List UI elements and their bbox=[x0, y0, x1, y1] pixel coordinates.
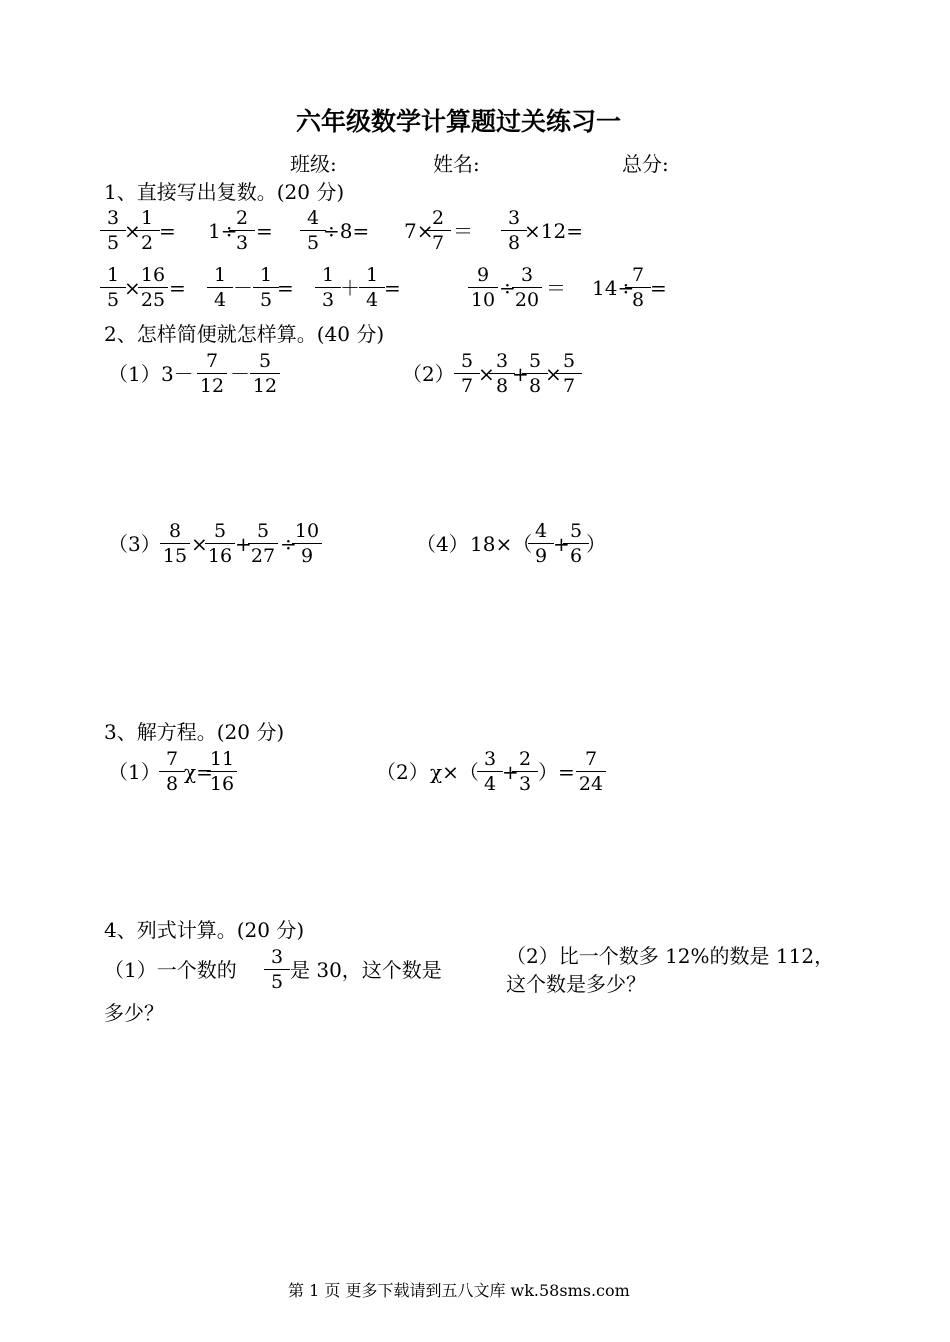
equals: = bbox=[159, 219, 176, 243]
word-problem-text: 这个数是多少？ bbox=[506, 972, 646, 996]
fraction: $\frac{7}{24}$ bbox=[576, 747, 606, 796]
equals: ＝ bbox=[546, 276, 566, 300]
operator: + bbox=[502, 760, 519, 784]
fraction: $\frac{7}{12}$ bbox=[197, 349, 227, 398]
equation-mid: ）= bbox=[538, 760, 575, 784]
operator: × bbox=[124, 219, 141, 243]
fraction: $\frac{1}{3}$ bbox=[315, 263, 341, 312]
word-problem-text: （1）一个数的 bbox=[104, 958, 237, 982]
equals: ＝ bbox=[453, 219, 473, 243]
operator: × bbox=[545, 362, 562, 386]
question-label: （2） bbox=[376, 760, 429, 784]
question-label: （2） bbox=[402, 362, 455, 386]
page-title: 六年级数学计算题过关练习一 bbox=[296, 107, 622, 136]
word-problem-text: 是 30，这个数是 bbox=[290, 958, 442, 982]
operator: ＋ bbox=[340, 276, 360, 300]
section2-heading: 2、怎样简便就怎样算。(40 分) bbox=[104, 322, 385, 346]
equals: = bbox=[256, 219, 273, 243]
equation-mid: χ= bbox=[184, 760, 213, 784]
page-footer: 第 1 页 更多下载请到五八文库 wk.58sms.com bbox=[288, 1281, 630, 1300]
equals: = bbox=[384, 276, 401, 300]
fraction: $\frac{3}{5}$ bbox=[100, 206, 126, 255]
operator: × bbox=[191, 532, 208, 556]
fraction: $\frac{16}{25}$ bbox=[138, 263, 168, 312]
fraction: $\frac{1}{2}$ bbox=[134, 206, 160, 255]
fraction: $\frac{8}{15}$ bbox=[160, 519, 190, 568]
operator: － bbox=[233, 276, 253, 300]
operator: × bbox=[124, 276, 141, 300]
operator: + bbox=[512, 362, 529, 386]
fraction: $\frac{3}{20}$ bbox=[512, 263, 542, 312]
fraction: $\frac{1}{5}$ bbox=[100, 263, 126, 312]
expr-lead: χ×（ bbox=[430, 760, 479, 784]
class-label: 班级: bbox=[290, 152, 337, 176]
fraction: $\frac{4}{5}$ bbox=[300, 206, 326, 255]
operator: ÷ bbox=[499, 276, 516, 300]
section4-heading: 4、列式计算。(20 分) bbox=[104, 918, 305, 942]
expr-lead: 1÷ bbox=[208, 219, 238, 243]
fraction: $\frac{5}{7}$ bbox=[454, 349, 480, 398]
fraction: $\frac{7}{8}$ bbox=[159, 747, 185, 796]
fraction: $\frac{5}{8}$ bbox=[522, 349, 548, 398]
operator: ÷ bbox=[280, 532, 297, 556]
fraction: $\frac{10}{9}$ bbox=[292, 519, 322, 568]
fraction: $\frac{2}{3}$ bbox=[229, 206, 255, 255]
fraction: $\frac{4}{9}$ bbox=[528, 519, 554, 568]
fraction: $\frac{3}{5}$ bbox=[264, 945, 290, 994]
equals: = bbox=[277, 276, 294, 300]
expr-lead: 7× bbox=[404, 219, 434, 243]
fraction: $\frac{1}{5}$ bbox=[253, 263, 279, 312]
word-problem-text: 多少？ bbox=[104, 1001, 164, 1025]
fraction: $\frac{5}{6}$ bbox=[563, 519, 589, 568]
operator: × bbox=[478, 362, 495, 386]
equals: = bbox=[650, 276, 667, 300]
question-label: （1） bbox=[108, 362, 161, 386]
expr-lead: 18×（ bbox=[470, 532, 533, 556]
fraction: $\frac{2}{3}$ bbox=[512, 747, 538, 796]
question-label: （4） bbox=[416, 532, 469, 556]
fraction: $\frac{3}{8}$ bbox=[489, 349, 515, 398]
fraction: $\frac{5}{12}$ bbox=[250, 349, 280, 398]
operator: + bbox=[235, 532, 252, 556]
section3-heading: 3、解方程。(20 分) bbox=[104, 720, 285, 744]
score-label: 总分: bbox=[622, 152, 669, 176]
fraction: $\frac{1}{4}$ bbox=[207, 263, 233, 312]
fraction: $\frac{5}{7}$ bbox=[556, 349, 582, 398]
fraction: $\frac{7}{8}$ bbox=[625, 263, 651, 312]
fraction: $\frac{3}{4}$ bbox=[477, 747, 503, 796]
name-label: 姓名: bbox=[433, 152, 480, 176]
operator: + bbox=[553, 532, 570, 556]
fraction: $\frac{9}{10}$ bbox=[468, 263, 498, 312]
section1-heading: 1、直接写出复数。(20 分) bbox=[104, 180, 345, 204]
operator: － bbox=[230, 362, 250, 386]
fraction: $\frac{5}{27}$ bbox=[248, 519, 278, 568]
expr-tail: ） bbox=[586, 532, 606, 556]
word-problem-text: （2）比一个数多 12%的数是 112， bbox=[506, 944, 835, 968]
fraction: $\frac{1}{4}$ bbox=[359, 263, 385, 312]
expr-lead: 14÷ bbox=[592, 276, 635, 300]
fraction: $\frac{2}{7}$ bbox=[425, 206, 451, 255]
question-label: （1） bbox=[108, 760, 161, 784]
fraction: $\frac{5}{16}$ bbox=[205, 519, 235, 568]
expr-lead: 3－ bbox=[161, 362, 194, 386]
fraction: $\frac{11}{16}$ bbox=[207, 747, 237, 796]
expr-tail: ÷8= bbox=[323, 219, 370, 243]
fraction: $\frac{3}{8}$ bbox=[501, 206, 527, 255]
question-label: （3） bbox=[108, 532, 161, 556]
equals: = bbox=[169, 276, 186, 300]
expr-tail: ×12= bbox=[524, 219, 583, 243]
